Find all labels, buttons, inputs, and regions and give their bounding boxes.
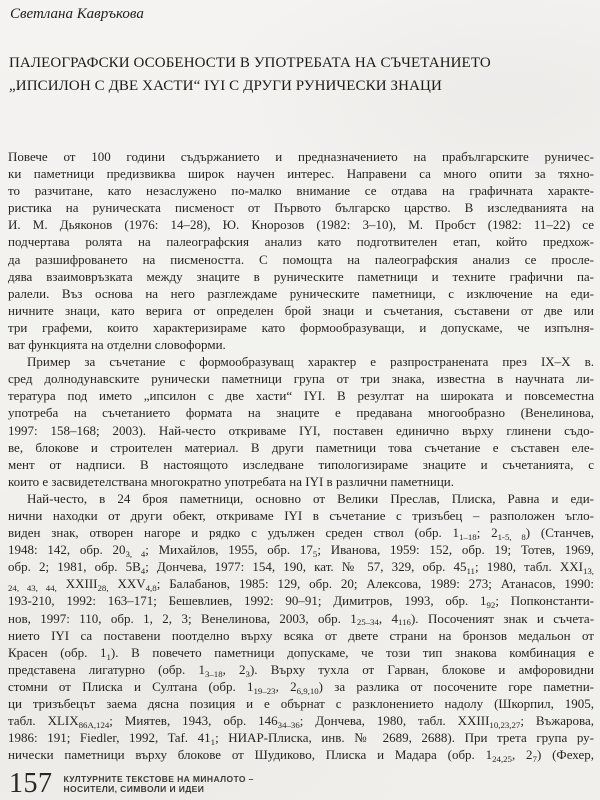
text-line: тература под името „ипсилон с две хасти“ IYI. В резултат на широката и повсеместна xyxy=(8,388,594,404)
text-line: стомни от Плиска и Султана (обр. $1_{19-23}$, $2_{6,9,10}$) за разлика от посочените горе паметни- xyxy=(8,678,595,696)
text-line: $_{24, 43, 44,}$ $XXIII_{28,}$ $XXV_{4,8}$; Балабанов, 1985: 129, обр. 20; Алексова, 1989: 273; Атанасов, 1990: xyxy=(8,576,594,594)
text-line: нов, 1997: 110, обр. 1, 2, 3; Венелинова, 2003, обр. $1_{25-34}$, $4_{116}$). Посоченият знак и съчета- xyxy=(8,610,595,628)
text-line: които е засвидетелствана многократно употребата на IYI в различни паметници. xyxy=(8,473,454,489)
author-name: Светлана Кавръкова xyxy=(10,6,144,22)
series-title xyxy=(64,769,254,794)
text-line: И. М. Дьяконов (1976: 14–28), Ю. Кнорозов (1982: 3–10), М. Пробст (1982: 11–22) се xyxy=(8,217,594,233)
page-footer xyxy=(9,769,254,798)
text-line: нически паметници върху блокове от Шудиково, Плиска и Мадара (обр. $1_{24,25}$, $2_7$) (Фехер, xyxy=(8,747,594,765)
series-title-line-1: КУЛТУРНИТЕ ТЕКСТОВЕ НА МИНАЛОТО – xyxy=(63,774,254,784)
text-line: употреба на съчетанието формата на знаците е предавана многообразно (Венелинова, xyxy=(8,405,594,421)
text-line: Най-често, в 24 броя паметници, основно от Велики Преслав, Плиска, Равна и еди- xyxy=(27,490,594,506)
text-line: 1997: 158–168; 2003). Най-често откриваме IYI, поставен единично върху глинени съдо- xyxy=(8,422,594,438)
text-line: три графеми, които характеризираме като формообразуващи, и допускаме, че изпълня- xyxy=(8,319,594,335)
body-text xyxy=(8,148,594,763)
text-line: ци тризъбецът заема дясна позиция и е обърнат с разклонението надолу (Шкорпил, 1905, xyxy=(8,696,594,711)
text-line: Повече от 100 години съдържанието и предназначението на прабългарските руничес- xyxy=(8,149,594,164)
series-title-line-2: НОСИТЕЛИ, СИМВОЛИ И ИДЕИ xyxy=(63,784,205,794)
text-line: ристика на руническата писменост от Първото българско царство. В изследванията на xyxy=(8,200,594,216)
text-line: представена лигатурно (обр. $1_{3-18}$, $2_3$). Върху тухла от Гарван, блокове и амфоровидни xyxy=(8,661,595,679)
paragraph xyxy=(8,148,594,353)
text-line: дява взаимовръзката между знаците в руническите паметници и техните графични па- xyxy=(8,268,594,284)
text-line: ничните знаци, като верига от определен брой знаци и съчетания, съставени от две или xyxy=(8,302,594,318)
paragraph xyxy=(8,353,594,490)
text-line: нични находки от други обект, откриваме IYI в съчетание с тризъбец – разположен ъгло- xyxy=(8,507,594,523)
article-title xyxy=(9,52,597,98)
text-line: ве, блокове и строителен материал. В други паметници това съчетание е съставен еле- xyxy=(8,439,594,455)
text-line: виден знак, отворен нагоре и рядко с удължен среден ствол (обр. $1_{1-18}$; $2_{1-5, 8}$) (Станчев, xyxy=(8,525,594,542)
text-line: ралели. Въз основа на него разглеждаме руническите паметници, с изключение на еди- xyxy=(8,285,594,301)
paragraph xyxy=(8,490,594,764)
text-line: мент от надписи. В настоящото изследване типологизираме знаците и съчетанията, с xyxy=(8,456,594,472)
text-line: нието IYI са поставени поотделно върху всяка от двете страни на бронзов медальон от xyxy=(8,627,594,643)
text-line: 193-210, 1992: 163–171; Бешевлиев, 1992: 90–91; Димитров, 1993, обр. $1_{92}$; Попконстанти- xyxy=(8,593,595,611)
text-line: то разчитане, като незаслужено по-малко внимание се отдава на графичната характе- xyxy=(8,183,594,199)
text-line: ки паметници предизвиква широк научен интерес. Направени са много опити за тяхно- xyxy=(8,166,594,182)
text-line: 1986: 191; Fiedler, 1992, Taf. $41_1$; НИАР-Плиска, инв. № 2689, 2688). При трета група ру- xyxy=(8,730,594,748)
text-line: Красен (обр. $1_1$). В повечето паметници допускаме, че този тип знакова комбинация е xyxy=(8,644,594,662)
text-line: обр. 2; 1981, обр. $5В_4$; Дончева, 1977: 154, 190, кат. № 57, 329, обр. $45_{11}$; 1980, табл. $XXI_{13,}$ xyxy=(8,559,594,577)
text-line: да разшифроването на писмеността. С помощта на палеографския анализ се просле- xyxy=(8,251,594,267)
text-line: 1948: 142, обр. $20_{3, 4}$; Михайлов, 1955, обр. $17_5$; Иванова, 1959: 152, обр. 19; Тотев, 1969, xyxy=(8,542,594,559)
text-line: Пример за съчетание с формообразуващ характер е разпространената през IX–X в. xyxy=(27,354,594,370)
text-line: подчертава ролята на палеографския анализ като подготвителен етап, който предхож- xyxy=(8,234,594,250)
article-title-line-2: „ИПСИЛОН С ДВЕ ХАСТИ“ IYI С ДРУГИ РУНИЧЕСКИ ЗНАЦИ xyxy=(9,78,442,94)
text-line: ват функцията на отделни словоформи. xyxy=(8,337,226,353)
page-number: 157 xyxy=(9,768,53,799)
text-line: табл. $XLIX_{86А,124}$; Миятев, 1943, обр. $146_{34-36}$; Дончева, 1980, табл. $XXIII_{10,23,27}$; Въжарова, xyxy=(8,713,595,730)
article-title-line-1: ПАЛЕОГРАФСКИ ОСОБЕНОСТИ В УПОТРЕБАТА НА СЪЧЕТАНИЕТО xyxy=(9,55,491,71)
text-line: сред долнодунавските рунически паметници група от три знака, известна в научната ли- xyxy=(8,371,594,387)
